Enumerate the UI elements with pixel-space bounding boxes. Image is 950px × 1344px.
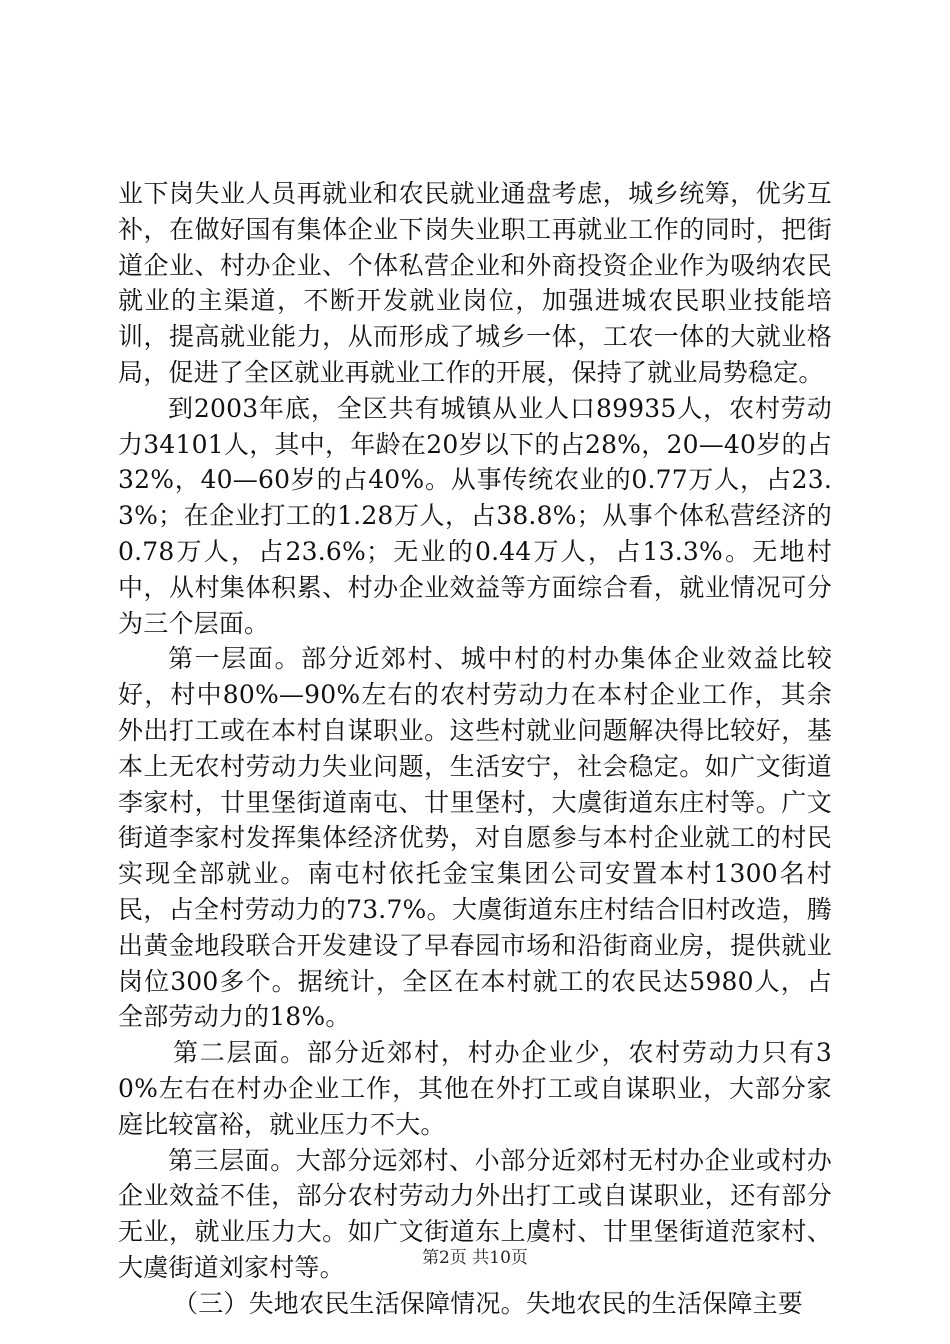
paragraph-level-two: 第二层面。部分近郊村，村办企业少，农村劳动力只有30%左右在村办企业工作，其他在外打工或自谋职业，大部分家庭比较富裕，就业压力不大。 (118, 1038, 832, 1139)
document-body (118, 176, 832, 1322)
paragraph-continuation: 业下岗失业人员再就业和农民就业通盘考虑，城乡统筹，优劣互补，在做好国有集体企业下岗失业职工再就业工作的同时，把街道企业、村办企业、个体私营企业和外商投资企业作为吸纳农民就业的主渠道，不断开发就业岗位，加强进城农民职业技能培训，提高就业能力，从而形成了城乡一体，工农一体的大就业格局，促进了全区就业再就业工作的开展，保持了就业局势稳定。 (118, 179, 832, 387)
paragraph-level-one: 第一层面。部分近郊村、城中村的村办集体企业效益比较好，村中80%—90%左右的农村劳动力在本村企业工作，其余外出打工或在本村自谋职业。这些村就业问题解决得比较好，基本上无农村劳动力失业问题，生活安宁，社会稳定。如广文街道李家村，廿里堡街道南屯、廿里堡村，大虞街道东庄村等。广文街道李家村发挥集体经济优势，对自愿参与本村企业就工的村民实现全部就业。南屯村依托金宝集团公司安置本村1300名村民，占全村劳动力的73.7%。大虞街道东庄村结合旧村改造，腾出黄金地段联合开发建设了早春园市场和沿街商业房，提供就业岗位300多个。据统计，全区在本村就工的农民达5980人，占全部劳动力的18%。 (118, 644, 832, 1032)
page-number-footer: 第2页 共10页 (422, 1248, 528, 1268)
paragraph-statistics: 到2003年底，全区共有城镇从业人口89935人，农村劳动力34101人，其中，年龄在20岁以下的占28%，20—40岁的占32%，40—60岁的占40%。从事传统农业的0.77万人，占23.3%；在企业打工的1.28万人，占38.8%；从事个体私营经济的0.78万人，占23.6%；无业的0.44万人，占13.3%。无地村中，从村集体积累、村办企业效益等方面综合看，就业情况可分为三个层面。 (118, 393, 832, 638)
paragraph-section-three: （三）失地农民生活保障情况。失地农民的生活保障主要 (173, 1288, 804, 1318)
paragraph-level-three: 第三层面。大部分远郊村、小部分近郊村无村办企业或村办企业效益不佳，部分农村劳动力外出打工或自谋职业，还有部分无业，就业压力大。如广文街道东上虞村、廿里堡街道范家村、大虞街道刘家村等。 (118, 1145, 832, 1282)
